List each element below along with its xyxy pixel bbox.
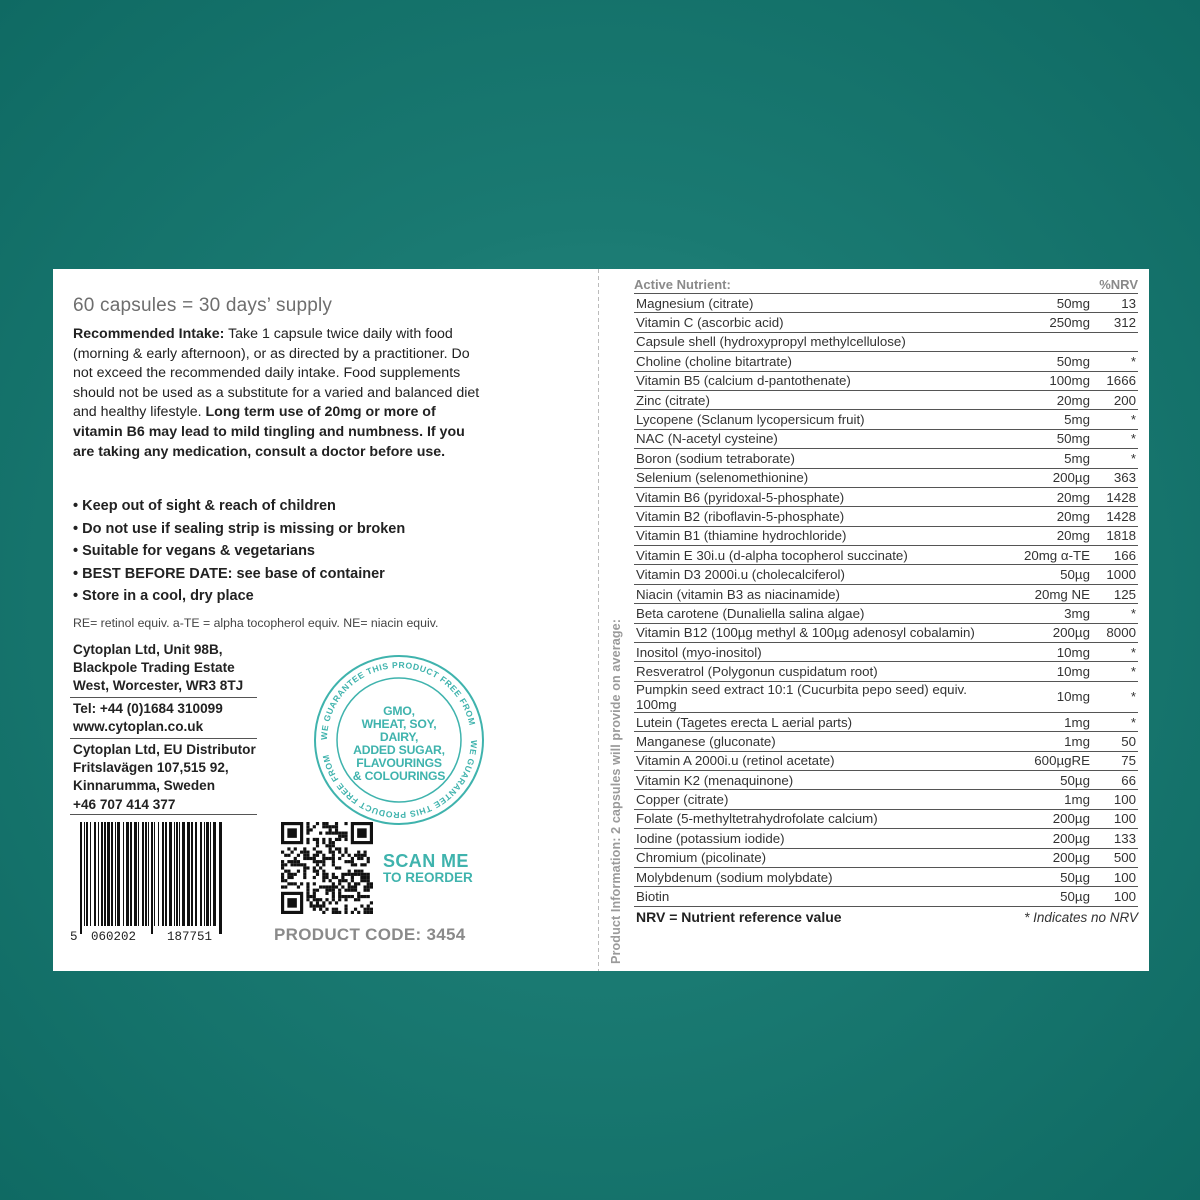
list-item: • Suitable for vegans & vegetarians xyxy=(73,540,493,563)
scan-me-text: SCAN ME xyxy=(383,851,469,871)
table-row xyxy=(634,661,1138,680)
table-row xyxy=(634,809,1138,828)
recommended-intake xyxy=(73,325,483,462)
nutrient-name: Niacin (vitamin B3 as niacinamide) xyxy=(636,586,840,602)
product-code: PRODUCT CODE: 3454 xyxy=(274,925,466,944)
table-row xyxy=(634,564,1138,583)
list-item: • Do not use if sealing strip is missing or broken xyxy=(73,518,493,541)
reorder-text: TO REORDER xyxy=(383,870,473,885)
intake-text: Take 1 capsule twice daily with food (morning & early afternoon), or as directed by a practitioner. Do not exceed the recommended daily intake. Food supplements should not be used as a substitute for a varied and balanced diet and healthy lifestyle. xyxy=(73,326,480,421)
intake-warning: Long term use of 20mg or more of vitamin B6 may lead to mild tingling and numbness. If you are taking any medication, consult a doctor before use. xyxy=(73,404,465,460)
table-row xyxy=(634,848,1138,867)
nrv-definition: NRV = Nutrient reference value xyxy=(636,909,842,926)
nutrient-amount: 1mg xyxy=(1064,733,1090,749)
table-row xyxy=(634,293,1138,312)
nutrient-nrv: 100 xyxy=(1113,811,1136,827)
barcode-digits: 060202 xyxy=(91,930,137,944)
list-item: • BEST BEFORE DATE: see base of container xyxy=(73,563,493,586)
nutrient-name: Vitamin D3 2000i.u (cholecalciferol) xyxy=(636,567,845,583)
nutrient-nrv: 500 xyxy=(1113,850,1136,866)
nutrient-name: Beta carotene (Dunaliella salina algae) xyxy=(636,605,865,621)
divider xyxy=(70,738,257,739)
nutrient-amount: 10mg xyxy=(1056,644,1090,660)
nutrient-amount: 5mg xyxy=(1064,450,1090,466)
nutrient-nrv: * xyxy=(1130,689,1136,705)
nutrient-name: Pumpkin seed extract 10:1 (Cucurbita pepo seed) equiv. 100mg xyxy=(636,681,967,712)
nutrient-nrv: * xyxy=(1130,714,1136,730)
table-row xyxy=(634,642,1138,661)
table-footer xyxy=(634,906,1138,928)
nutrient-amount: 1mg xyxy=(1064,792,1090,808)
nutrient-name: Molybdenum (sodium molybdate) xyxy=(636,869,833,885)
table-row xyxy=(634,623,1138,642)
seal-line: ADDED SUGAR, xyxy=(353,743,445,757)
seal-ring-text: WE GUARANTEE THIS PRODUCT FREE FROM xyxy=(318,659,478,741)
address-line: Cytoplan Ltd, Unit 98B, xyxy=(73,642,223,657)
table-row xyxy=(634,371,1138,390)
eu-address xyxy=(73,741,263,814)
seal-line: & COLOURINGS xyxy=(352,769,446,783)
table-row xyxy=(634,351,1138,370)
nutrient-name: Inositol (myo-inositol) xyxy=(636,644,762,660)
list-item: • Keep out of sight & reach of children xyxy=(73,495,493,518)
nutrient-amount: 20mg α-TE xyxy=(1023,547,1090,563)
nutrient-name: Vitamin E 30i.u (d-alpha tocopherol succinate) xyxy=(636,547,908,563)
address-line: +46 707 414 377 xyxy=(73,796,176,812)
barcode-digits: 187751 xyxy=(167,930,213,944)
nutrient-name: Vitamin C (ascorbic acid) xyxy=(636,315,784,331)
advice-list xyxy=(73,495,493,608)
nutrient-name: Vitamin B12 (100µg methyl & 100µg adenosyl cobalamin) xyxy=(636,625,975,641)
nutrient-nrv: 1428 xyxy=(1106,489,1136,505)
address-line: Blackpole Trading Estate xyxy=(73,660,235,676)
address-line: Kinnarumma, Sweden xyxy=(73,778,216,794)
no-nrv-note: * Indicates no NRV xyxy=(1024,909,1138,925)
nutrient-amount: 20mg xyxy=(1056,508,1090,524)
seal-line: GMO, xyxy=(383,704,415,718)
nutrient-amount: 600µgRE xyxy=(1034,753,1090,769)
nutrient-nrv: 100 xyxy=(1113,792,1136,808)
nutrient-name: Biotin xyxy=(636,889,670,905)
barcode-digit: 5 xyxy=(70,930,78,944)
nutrient-amount: 20mg xyxy=(1056,528,1090,544)
table-row xyxy=(634,429,1138,448)
nutrient-name: Choline (choline bitartrate) xyxy=(636,353,792,369)
nutrient-name: Iodine (potassium iodide) xyxy=(636,830,785,846)
nutrient-nrv: 1000 xyxy=(1106,567,1136,583)
uk-address xyxy=(73,641,263,696)
seal-ring-text: WE GUARANTEE THIS PRODUCT FREE FROM xyxy=(320,739,480,821)
nutrient-nrv: * xyxy=(1130,664,1136,680)
table-row xyxy=(634,681,1138,712)
nutrient-nrv: 1818 xyxy=(1106,528,1136,544)
nutrient-name: Magnesium (citrate) xyxy=(636,295,754,311)
nutrient-amount: 200µg xyxy=(1052,470,1090,486)
product-label xyxy=(53,269,1149,971)
nutrient-name: Vitamin B1 (thiamine hydrochloride) xyxy=(636,528,847,544)
table-row xyxy=(634,468,1138,487)
nutrient-name: Vitamin K2 (menaquinone) xyxy=(636,772,794,788)
address-line: Cytoplan Ltd, EU Distributor xyxy=(73,742,256,757)
nutrient-name: Lutein (Tagetes erecta L aerial parts) xyxy=(636,714,853,730)
nutrient-name: Boron (sodium tetraborate) xyxy=(636,450,795,466)
equivalence-note: RE= retinol equiv. a-TE = alpha tocopherol equiv. NE= niacin equiv. xyxy=(73,616,439,630)
col-nrv: %NRV xyxy=(1099,276,1138,292)
nutrient-name: Lycopene (Sclanum lycopersicum fruit) xyxy=(636,412,865,428)
table-row xyxy=(634,712,1138,731)
table-row xyxy=(634,867,1138,886)
nutrient-amount: 200µg xyxy=(1052,850,1090,866)
list-item: • Store in a cool, dry place xyxy=(73,585,493,608)
seal-line: FLAVOURINGS xyxy=(356,756,442,770)
nutrient-amount: 50mg xyxy=(1056,295,1090,311)
nutrient-amount: 100mg xyxy=(1049,373,1090,389)
phone: Tel: +44 (0)1684 310099 xyxy=(73,701,223,716)
nutrient-nrv: 200 xyxy=(1113,392,1136,408)
nutrient-name: Capsule shell (hydroxypropyl methylcellulose) xyxy=(636,334,906,350)
nutrient-amount: 200µg xyxy=(1052,830,1090,846)
table-row xyxy=(634,390,1138,409)
intake-heading: Recommended Intake: xyxy=(73,326,225,342)
qr-code-icon[interactable] xyxy=(281,822,373,914)
table-row xyxy=(634,545,1138,564)
nutrient-amount: 10mg xyxy=(1056,689,1090,705)
nutrient-amount: 200µg xyxy=(1052,811,1090,827)
nutrient-name: Folate (5-methyltetrahydrofolate calcium) xyxy=(636,811,878,827)
table-row xyxy=(634,603,1138,622)
nutrient-name: Vitamin B5 (calcium d-pantothenate) xyxy=(636,373,851,389)
website-link[interactable]: www.cytoplan.co.uk xyxy=(73,719,204,735)
table-row xyxy=(634,731,1138,750)
nutrient-nrv: 312 xyxy=(1113,315,1136,331)
seal-center-text xyxy=(311,705,487,783)
table-row xyxy=(634,886,1138,905)
nutrient-name: Resveratrol (Polygonun cuspidatum root) xyxy=(636,664,878,680)
nutrient-nrv: 100 xyxy=(1113,869,1136,885)
nutrient-nrv: 13 xyxy=(1121,295,1136,311)
nutrient-amount: 50µg xyxy=(1060,567,1090,583)
table-row xyxy=(634,409,1138,428)
label-left-panel xyxy=(53,269,613,971)
nutrient-nrv: * xyxy=(1130,450,1136,466)
nutrient-name: Chromium (picolinate) xyxy=(636,850,767,866)
nutrient-table xyxy=(634,275,1138,928)
table-row xyxy=(634,751,1138,770)
nutrient-nrv: 50 xyxy=(1121,733,1136,749)
table-row xyxy=(634,448,1138,467)
table-row xyxy=(634,332,1138,351)
nutrient-amount: 20mg NE xyxy=(1034,586,1090,602)
nutrient-amount: 50mg xyxy=(1056,353,1090,369)
nutrient-amount: 20mg xyxy=(1056,489,1090,505)
nutrient-name: Manganese (gluconate) xyxy=(636,733,776,749)
product-information-note: Product Information: 2 capsules will provide on average: xyxy=(609,618,623,964)
table-row xyxy=(634,584,1138,603)
table-row xyxy=(634,828,1138,847)
nutrient-nrv: * xyxy=(1130,431,1136,447)
nutrient-nrv: 1428 xyxy=(1106,508,1136,524)
nutrient-nrv: 363 xyxy=(1113,470,1136,486)
table-row xyxy=(634,312,1138,331)
supply-text: 60 capsules = 30 days’ supply xyxy=(73,295,333,316)
table-header xyxy=(634,275,1138,293)
col-active-nutrient: Active Nutrient: xyxy=(634,276,731,292)
nutrient-nrv: 8000 xyxy=(1106,625,1136,641)
nutrient-amount: 50mg xyxy=(1056,431,1090,447)
nutrient-amount: 50µg xyxy=(1060,889,1090,905)
nutrient-nrv: 1666 xyxy=(1106,373,1136,389)
nutrient-nrv: 75 xyxy=(1121,753,1136,769)
nutrient-nrv: 66 xyxy=(1121,772,1136,788)
nutrient-nrv: 125 xyxy=(1113,586,1136,602)
table-row xyxy=(634,789,1138,808)
divider xyxy=(70,697,257,698)
nutrient-name: Vitamin B6 (pyridoxal-5-phosphate) xyxy=(636,489,845,505)
address-line: Fritslavägen 107,515 92, xyxy=(73,760,229,776)
contact-info xyxy=(73,700,263,736)
nutrient-amount: 50µg xyxy=(1060,869,1090,885)
table-row xyxy=(634,526,1138,545)
nutrient-nrv: * xyxy=(1130,605,1136,621)
table-row xyxy=(634,770,1138,789)
nutrient-amount: 1mg xyxy=(1064,714,1090,730)
nutrient-amount: 5mg xyxy=(1064,412,1090,428)
panel-divider xyxy=(598,269,599,971)
nutrient-amount: 10mg xyxy=(1056,664,1090,680)
nutrient-nrv: 166 xyxy=(1113,547,1136,563)
address-line: West, Worcester, WR3 8TJ xyxy=(73,678,244,694)
nutrient-amount: 200µg xyxy=(1052,625,1090,641)
divider xyxy=(70,814,257,815)
table-row xyxy=(634,506,1138,525)
barcode-icon xyxy=(70,822,230,942)
table-body xyxy=(634,293,1138,906)
nutrient-amount: 20mg xyxy=(1056,392,1090,408)
nutrient-amount: 250mg xyxy=(1049,315,1090,331)
nutrient-name: NAC (N-acetyl cysteine) xyxy=(636,431,778,447)
nutrient-amount: 50µg xyxy=(1060,772,1090,788)
nutrient-name: Zinc (citrate) xyxy=(636,392,710,408)
nutrient-nrv: * xyxy=(1130,644,1136,660)
nutrient-nrv: 133 xyxy=(1113,830,1136,846)
nutrient-nrv: 100 xyxy=(1113,889,1136,905)
nutrient-amount: 3mg xyxy=(1064,605,1090,621)
seal-line: DAIRY, xyxy=(379,730,419,744)
nutrient-nrv: * xyxy=(1130,353,1136,369)
nutrient-name: Vitamin B2 (riboflavin-5-phosphate) xyxy=(636,508,845,524)
nutrient-nrv: * xyxy=(1130,412,1136,428)
nutrient-name: Selenium (selenomethionine) xyxy=(636,470,809,486)
nutrient-name: Copper (citrate) xyxy=(636,792,729,808)
nutrient-name: Vitamin A 2000i.u (retinol acetate) xyxy=(636,753,835,769)
free-from-seal xyxy=(311,652,487,828)
seal-line: WHEAT, SOY, xyxy=(361,717,437,731)
table-row xyxy=(634,487,1138,506)
